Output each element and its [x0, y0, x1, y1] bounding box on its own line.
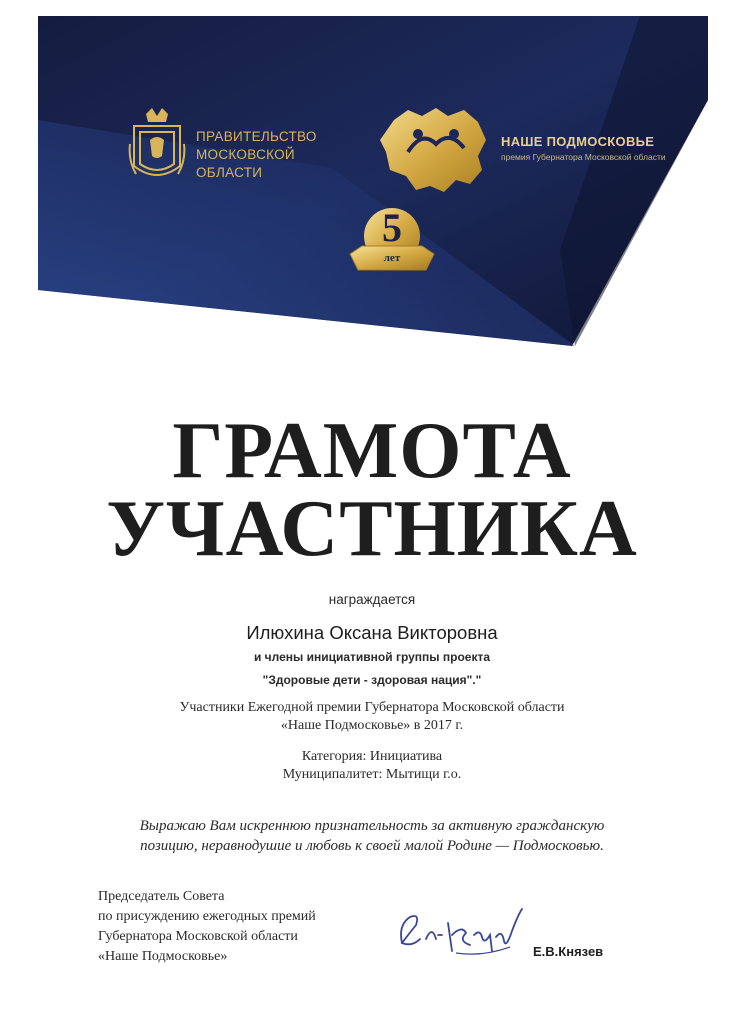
signer-name: Е.В.Князев	[533, 944, 604, 959]
gov-name-line: МОСКОВСКОЙ	[196, 147, 295, 162]
project-name: "Здоровые дети - здоровая нация"."	[262, 673, 482, 687]
certificate-title-line1: ГРАМОТА	[172, 407, 572, 495]
coat-of-arms-icon	[126, 104, 188, 188]
recipient-name: Илюхина Оксана Викторовна	[246, 622, 498, 643]
gov-name-line: ПРАВИТЕЛЬСТВО	[196, 129, 317, 144]
signatory-line: Председатель Совета	[98, 889, 225, 904]
municipality-line: Муниципалитет: Мытищи г.о.	[282, 767, 462, 782]
government-name	[196, 128, 317, 182]
brand-title: НАШЕ ПОДМОСКОВЬЕ	[501, 134, 655, 149]
header-banner	[0, 0, 744, 360]
certificate-title-line2: УЧАСТНИКА	[106, 485, 638, 573]
participants-line: Участники Ежегодной премии Губернатора Московской области	[179, 700, 565, 715]
signatory-position	[98, 887, 316, 967]
signatory-line: «Наше Подмосковье»	[98, 949, 228, 964]
anniversary-number: 5	[382, 205, 402, 250]
gov-name-line: ОБЛАСТИ	[196, 165, 263, 180]
category-line: Категория: Инициатива	[301, 749, 443, 764]
thanks-line: позицию, неравнодушие и любовь к своей малой Родине — Подмосковью.	[140, 838, 604, 854]
handwritten-signature	[392, 895, 528, 975]
awarded-label: награждается	[328, 592, 416, 607]
participants-line: «Наше Подмосковье» в 2017 г.	[280, 718, 464, 733]
members-line: и члены инициативной группы проекта	[253, 650, 491, 664]
signatory-line: Губернатора Московской области	[98, 929, 298, 944]
thanks-line: Выражаю Вам искреннюю признательность за активную гражданскую	[139, 818, 605, 834]
moscow-region-map-logo	[378, 100, 494, 196]
anniversary-word: лет	[383, 252, 401, 264]
brand-subtitle: премия Губернатора Московской области	[501, 152, 666, 162]
signatory-line: по присуждению ежегодных премий	[98, 909, 316, 924]
